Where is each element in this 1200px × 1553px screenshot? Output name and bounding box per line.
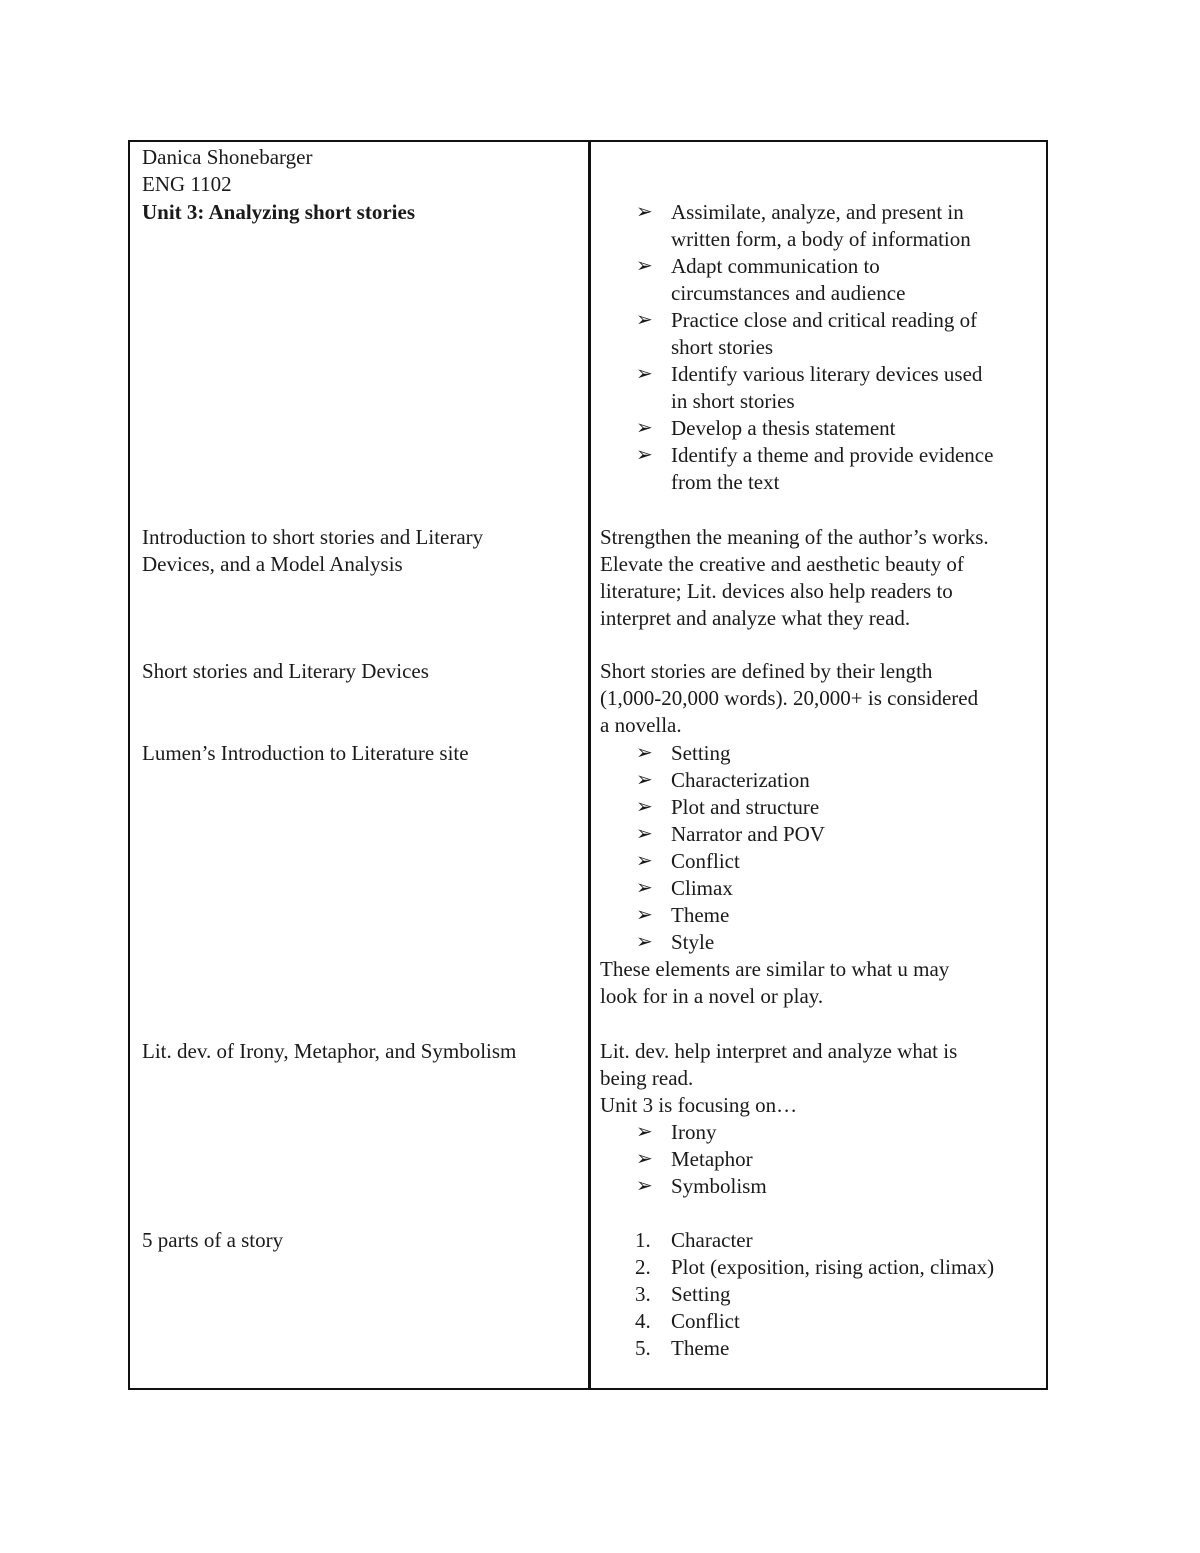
objective-text-cont: short stories: [671, 335, 774, 359]
bullet-arrow-icon: ➢: [636, 742, 653, 764]
part-text: Character: [671, 1228, 753, 1252]
objective-text: Adapt communication to: [671, 254, 880, 278]
objective-text: Practice close and critical reading of: [671, 308, 978, 332]
element-text: Setting: [671, 741, 731, 765]
bullet-arrow-icon: ➢: [636, 823, 653, 845]
element-text: Style: [671, 930, 715, 954]
device-text: Irony: [671, 1120, 717, 1144]
parts-topic: 5 parts of a story: [142, 1228, 284, 1252]
list-number: 5.: [635, 1336, 651, 1360]
devices-topic: Lit. dev. of Irony, Metaphor, and Symbolism: [142, 1039, 517, 1063]
device-text: Metaphor: [671, 1147, 753, 1171]
column-divider: [588, 140, 591, 1390]
bullet-arrow-icon: ➢: [636, 255, 653, 277]
notes-table: [128, 140, 1048, 1390]
author-name: Danica Shonebarger: [142, 145, 313, 169]
course-code: ENG 1102: [142, 172, 232, 196]
objective-text: Develop a thesis statement: [671, 416, 896, 440]
list-number: 4.: [635, 1309, 651, 1333]
part-text: Theme: [671, 1336, 730, 1360]
bullet-arrow-icon: ➢: [636, 796, 653, 818]
objective-text: Identify various literary devices used: [671, 362, 983, 386]
objective-text-cont: circumstances and audience: [671, 281, 906, 305]
short-stories-note: Short stories are defined by their length: [600, 659, 933, 683]
intro-note: literature; Lit. devices also help readers to: [600, 579, 953, 603]
bullet-arrow-icon: ➢: [636, 769, 653, 791]
bullet-arrow-icon: ➢: [636, 1148, 653, 1170]
element-text: Climax: [671, 876, 733, 900]
bullet-arrow-icon: ➢: [636, 877, 653, 899]
list-number: 3.: [635, 1282, 651, 1306]
devices-note: being read.: [600, 1066, 694, 1090]
list-number: 1.: [635, 1228, 651, 1252]
bullet-arrow-icon: ➢: [636, 1175, 653, 1197]
short-stories-note: a novella.: [600, 713, 682, 737]
element-text: Narrator and POV: [671, 822, 825, 846]
intro-topic: Introduction to short stories and Literary: [142, 525, 484, 549]
devices-note: Lit. dev. help interpret and analyze what is: [600, 1039, 958, 1063]
element-text: Theme: [671, 903, 730, 927]
bullet-arrow-icon: ➢: [636, 417, 653, 439]
objective-text: Identify a theme and provide evidence: [671, 443, 994, 467]
bullet-arrow-icon: ➢: [636, 850, 653, 872]
bullet-arrow-icon: ➢: [636, 444, 653, 466]
bullet-arrow-icon: ➢: [636, 363, 653, 385]
objective-text: Assimilate, analyze, and present in: [671, 200, 964, 224]
unit-title: Unit 3: Analyzing short stories: [142, 200, 415, 224]
intro-note: Elevate the creative and aesthetic beauty of: [600, 552, 964, 576]
intro-note: Strengthen the meaning of the author’s works.: [600, 525, 989, 549]
intro-note: interpret and analyze what they read.: [600, 606, 911, 630]
bullet-arrow-icon: ➢: [636, 904, 653, 926]
objective-text-cont: in short stories: [671, 389, 795, 413]
bullet-arrow-icon: ➢: [636, 1121, 653, 1143]
device-text: Symbolism: [671, 1174, 767, 1198]
lumen-note: look for in a novel or play.: [600, 984, 824, 1008]
short-stories-note: (1,000-20,000 words). 20,000+ is considered: [600, 686, 979, 710]
objective-text-cont: from the text: [671, 470, 780, 494]
element-text: Characterization: [671, 768, 810, 792]
intro-topic-cont: Devices, and a Model Analysis: [142, 552, 403, 576]
objective-text-cont: written form, a body of information: [671, 227, 971, 251]
lumen-topic: Lumen’s Introduction to Literature site: [142, 741, 469, 765]
lumen-note: These elements are similar to what u may: [600, 957, 950, 981]
bullet-arrow-icon: ➢: [636, 931, 653, 953]
short-stories-topic: Short stories and Literary Devices: [142, 659, 429, 683]
element-text: Conflict: [671, 849, 740, 873]
part-text: Plot (exposition, rising action, climax): [671, 1255, 995, 1279]
bullet-arrow-icon: ➢: [636, 201, 653, 223]
part-text: Setting: [671, 1282, 731, 1306]
bullet-arrow-icon: ➢: [636, 309, 653, 331]
element-text: Plot and structure: [671, 795, 820, 819]
list-number: 2.: [635, 1255, 651, 1279]
part-text: Conflict: [671, 1309, 740, 1333]
devices-note: Unit 3 is focusing on…: [600, 1093, 798, 1117]
